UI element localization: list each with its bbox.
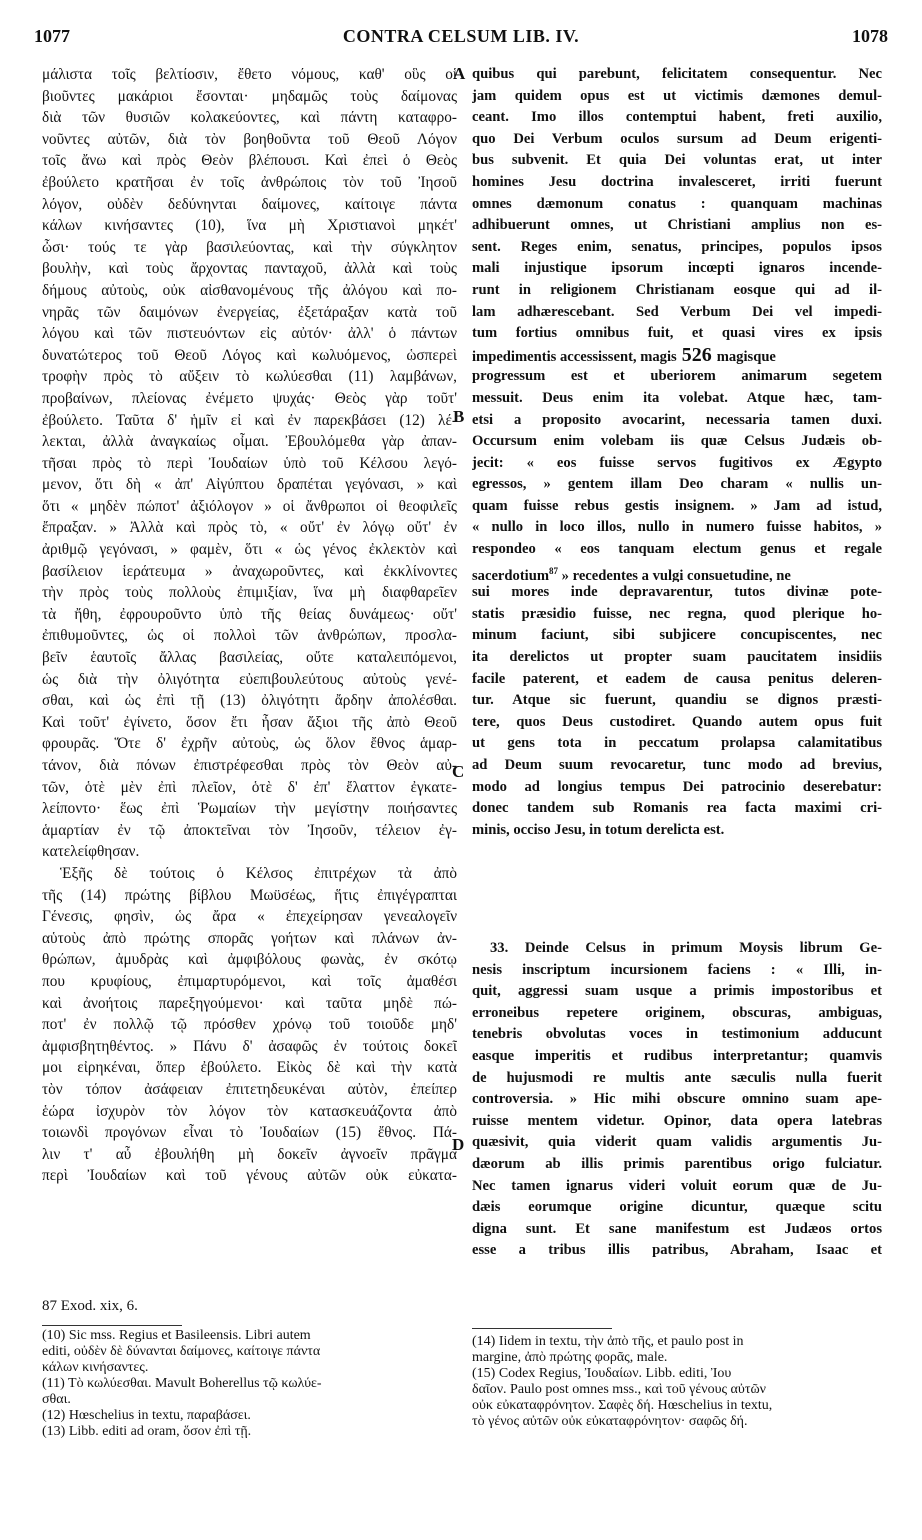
greek-text-line: φρουρᾶς. Ὅτε δ' ἐχρῆν αὐτοὺς, ὡς ὅλον ἔθνος ἁμαρ- bbox=[42, 735, 457, 753]
latin-text-line: bus subvenit. Et quia Dei voluntas erat, ut inter bbox=[472, 152, 882, 169]
latin-text-line: jam quidem opus est ut victimis dæmones demul- bbox=[472, 87, 882, 104]
latin-text-line: adhibuerunt omnes, ut Christiani amplius non es- bbox=[472, 217, 882, 234]
page-number-right: 1078 bbox=[852, 26, 888, 46]
latin-text-line: mali injustique ipsorum incœpti ignaros incende- bbox=[472, 260, 882, 277]
greek-text-line: ὡς διὰ τὴν ὀλιγότητα εὐεπιβουλεύτους αὐτοὺς γενέ- bbox=[42, 670, 457, 688]
latin-text-fragment: magisque bbox=[716, 348, 776, 365]
critical-note-line: κάλων κινήσαντες. bbox=[42, 1360, 149, 1375]
latin-text-line: egressos, » gentem illam Deo charam « nullis un- bbox=[472, 476, 882, 493]
greek-text-line: Γένεσις, φησὶν, ὡς ἄρα « ἐπεχείρησαν γενεαλογεῖν bbox=[42, 908, 457, 926]
latin-text-line: minum faciunt, sibi subjicere concupiscentes, nec bbox=[472, 627, 882, 644]
latin-text-line: esse a tribus illis patribus, Abraham, Isaac et bbox=[472, 1242, 882, 1259]
critical-note-line: οὐκ εὐκαταφρόνητον. Σαφὲς δή. Hœschelius in textu, bbox=[472, 1398, 773, 1413]
latin-text-line: dæis eorumque origine dicuntur, quæque scitu bbox=[472, 1199, 882, 1216]
latin-text-line: runt in religionem Christianam eosque qui ad il- bbox=[472, 281, 882, 298]
greek-text-line: προβαίνων, πλείονας ἐνέμετο ψυχάς· Θεὸς γὰρ τοῦτ' bbox=[42, 389, 457, 407]
latin-text-line: sent. Reges enim, senatus, principes, populos ipsos bbox=[472, 238, 882, 255]
latin-text-line: ut gens tota in peccatum prolapsa calamitatibus bbox=[472, 735, 882, 752]
latin-text-line: controversia. » Hic mihi obscure omnino suam ape- bbox=[472, 1091, 882, 1108]
latin-text-line: etsi a proposito avocarint, necessaria tamen duxi. bbox=[472, 411, 882, 428]
critical-note-line: (12) Hœschelius in textu, παραβάσει. bbox=[42, 1408, 251, 1423]
notes-divider bbox=[42, 1325, 182, 1326]
greek-text-line: ὦσι· τούς τε γὰρ βασιλεύοντας, καὶ τὴν σύγκλητον bbox=[42, 238, 457, 256]
latin-text-line: tenebris obvolutas voces in testimonium adducunt bbox=[472, 1026, 882, 1043]
greek-text-line: ἀριθμῷ γεγόνασι, » φαμὲν, ὅτι « ὡς γένος ἐκλεκτὸν καὶ bbox=[42, 541, 457, 559]
latin-text-fragment: » recedentes a vulgi consuetudine, ne bbox=[558, 567, 791, 583]
greek-text-line: δυνατώτερος τοῦ Θεοῦ Λόγος καὶ κωλυόμενος, ὡσπερεὶ bbox=[42, 346, 457, 364]
greek-text-line: ἔπραξαν. » Ἀλλὰ καὶ πρὸς τὸ, « οὔτ' ἐν λόγῳ οὔτ' ἐν bbox=[42, 519, 457, 537]
page-header bbox=[34, 26, 888, 52]
greek-text-line: ἐβούλετο κρατῆσαι ἐν τοῖς ἀνθρώποις τὸν τοῦ Ἰησοῦ bbox=[42, 173, 457, 191]
latin-text-line: respondeo « eos tanquam electum genus et regale bbox=[472, 541, 882, 558]
latin-text-line: ruisse mentem videtur. Opinor, data opera latebras bbox=[472, 1112, 882, 1129]
critical-note-line: (11) Τὸ κωλύεσθαι. Mavult Boherellus τῷ κωλύε- bbox=[42, 1376, 322, 1391]
latin-text-line: 33. Deinde Celsus in primum Moysis librum Ge- bbox=[490, 940, 882, 956]
greek-text-line: σθαι, καὶ ὡς ἐπὶ τῇ (13) ὀλιγότητι ἄρδην ἀπολέσθαι. bbox=[42, 692, 457, 710]
latin-text-line: messuit. Deus enim ita volebat. Atque hæc, tam- bbox=[472, 389, 882, 406]
greek-text-line: δήμους αὐτοὺς, οὐκ αἰσθανομένους τῆς ἀλόγου καὶ πο- bbox=[42, 281, 457, 299]
latin-text-line: ad Deum suum revocaretur, tunc modo ad brevius, bbox=[472, 757, 882, 773]
latin-text-line: Occursum enim volebam iis quæ Celsus Judæis ob- bbox=[472, 433, 882, 450]
latin-text-line: nesis inscriptum incursionem faciens : « Illi, in- bbox=[472, 961, 882, 978]
greek-text-line: θρώπων, ἀμυδρὰς καὶ ἀμφιβόλους φωνὰς, ἐν σκότῳ bbox=[42, 951, 457, 969]
greek-text-line: νηρᾶς τῶν δαιμόνων ἐνεργείας, ἐξετάραξαν κατὰ τοῦ bbox=[42, 303, 457, 321]
greek-text-line: Καὶ τοῦτ' ἐγίνετο, ὅσον ἔτι ἦσαν ἄξιοι τῆς ἀπὸ Θεοῦ bbox=[42, 713, 457, 731]
greek-text-line: που κρυφίους, ἐπιμαρτυρόμενοι, καὶ τοῖς ἀμαθέσι bbox=[42, 972, 457, 990]
latin-text-line: ceant. Imo illos contemptui habent, freti auxilio, bbox=[472, 109, 882, 126]
greek-text-column bbox=[42, 64, 457, 1187]
latin-text-line: sui mores inde depravarentur, tutos divinæ pote- bbox=[472, 584, 882, 601]
greek-text-line: αὑτοὺς ἀπὸ πρώτης σπορᾶς γοήτων καὶ πλάνων ἀν- bbox=[42, 929, 457, 947]
notes-divider bbox=[472, 1328, 612, 1329]
greek-text-line: ἑώρα ἰσχυρὸν τὸν λόγον τὸν κατασκευάζοντα ἀπὸ bbox=[42, 1102, 457, 1120]
greek-text-line: τάνον, διὰ πόνων ἐπιστρέφεσθαι πρὸς τὸν Θεὸν αὐ- bbox=[42, 757, 457, 774]
critical-note-line: editi, οὐδὲν δὲ δύνανται δαίμονες, καίτοιγε πάντα bbox=[42, 1344, 321, 1359]
greek-text-line: βασίλειον ἱεράτευμα » ἀναχωροῦντες, καὶ ἐκκλίνοντες bbox=[42, 562, 457, 580]
latin-text-line: donec tandem sub Romanis rea facta maximi cri- bbox=[472, 800, 882, 817]
greek-text-line: νοῦντες αὐτῶν, διὰ τὸν βοηθοῦντα τοῦ Θεοῦ Λόγον bbox=[42, 130, 457, 148]
greek-text-line: τὴν πρὸς τοὺς πολλοὺς ἐπιμιξίαν, ἵνα μὴ διαφθαρεῖεν bbox=[42, 584, 457, 602]
latin-text-line: Nec tamen ignarus videri voluit eorum quæ de Ju- bbox=[472, 1177, 882, 1194]
latin-text-line: minis, occiso Jesu, in totum derelicta est. bbox=[472, 821, 725, 838]
latin-text-line: quæsivit, quia viderit quam validis argumentis Ju- bbox=[472, 1134, 882, 1151]
critical-note-line: margine, ἀπὸ πρώτης φορᾶς, male. bbox=[472, 1350, 668, 1365]
latin-text-line: quit, aggressi suam usque a primis impostoribus et bbox=[472, 983, 882, 1000]
latin-text-line: erroneibus repetere originem, obscuras, ambiguas, bbox=[472, 1004, 882, 1021]
latin-text-line: tur. Atque sic fuerunt, quandiu se dignos præsti- bbox=[472, 692, 882, 709]
page-number-left: 1077 bbox=[34, 26, 70, 46]
greek-text-line: λεκται, ἀλλὰ ἀναγκαίως οἶμαι. Ἐβουλόμεθα γὰρ ἀπαν- bbox=[42, 433, 457, 451]
latin-text-line: quibus qui parebunt, felicitatem consequentur. Nec bbox=[472, 66, 882, 82]
greek-text-line: μενον, ὅτι δὴ « ἀπ' Αἰγύπτου δραπέται γεγόνασι, » καὶ bbox=[42, 476, 457, 494]
column-page-number: 526 bbox=[676, 344, 717, 366]
latin-text-line: omnes dæmonum conatus : quanquam machinas bbox=[472, 195, 882, 212]
greek-text-line: ὅτι « μηδὲν πώποτ' ἀξιόλογον » οἱ ἄνθρωποι οἱ θεοφιλεῖς bbox=[42, 497, 457, 515]
greek-text-line: ἐπιθυμοῦντες, ὡς οἱ πολλοὶ τῶν ἀνθρώπων, προσλα- bbox=[42, 627, 457, 645]
latin-text-line: quo Dei Verbum oculos sursum ad Deum erigenti- bbox=[472, 130, 882, 147]
greek-text-line: μοι εἰρηκέναι, ὅπερ ἐβούλετο. Εἰκὸς δὲ καὶ τὴν κατὰ bbox=[42, 1059, 457, 1077]
critical-note-line: (10) Sic mss. Regius et Basileensis. Libri autem bbox=[42, 1328, 311, 1343]
greek-text-line: κατελείφθησαν. bbox=[42, 843, 140, 861]
latin-text-line: tum fortius omnibus fuit, et quasi vires ex ipsis bbox=[472, 325, 882, 342]
greek-text-line: καὶ ἀνοήτοις παρεξηγούμενοι· καὶ ταῦτα μηδὲ πώ- bbox=[42, 994, 457, 1012]
latin-text-line: lam adhærescebant. Sed Verbum Dei vel impedi- bbox=[472, 303, 882, 320]
latin-text-line: facile paterent, et eadem de causa penitus deleren- bbox=[472, 670, 882, 687]
greek-text-line: κάλων κινήσαντες (10), ἵνα μὴ Χριστιανοὶ μηκέτ' bbox=[42, 217, 457, 235]
critical-notes-left bbox=[42, 1328, 457, 1440]
greek-text-line: ἐβούλετο. Ταῦτα δ' ἡμῖν εἰ καὶ ἐν παρεκβάσει (12) λέ- bbox=[42, 411, 457, 429]
running-title: CONTRA CELSUM LIB. IV. bbox=[342, 26, 580, 46]
latin-text-line: sacerdotium$^{87}$ » recedentes a vulgi consuetudine, ne bbox=[472, 565, 791, 583]
greek-text-line: λόγου καὶ τῶν πιστευόντων εἰς αὐτόν· ἀλλ' ὁ πάντων bbox=[42, 325, 457, 343]
latin-text-line: digna sunt. Et sane manifestum est Judæos ortos bbox=[472, 1220, 882, 1237]
latin-text-line: impedimentis accessissent, magis 526 magisque bbox=[472, 344, 776, 366]
greek-text-line: βουλὴν, καὶ τοὺς ἄρχοντας πανταχοῦ, ἀλλὰ καὶ τοὺς bbox=[42, 260, 457, 278]
latin-text-line: jecit: « eos fuisse servos fugitivos ex Ægypto bbox=[472, 454, 882, 471]
greek-text-line: βεῖν ἑαυτοῖς ἄλλας βασιλείας, οὔτε καταλειπόμενοι, bbox=[42, 649, 457, 667]
critical-note-line: (15) Codex Regius, Ἰουδαίων. Libb. editi, Ἰου bbox=[472, 1366, 732, 1381]
critical-notes-right bbox=[472, 1334, 882, 1430]
greek-text-line: βιοῦντες μακάριοι ἔσονται· μηδαμῶς τοὺς δαίμονας bbox=[42, 87, 457, 105]
greek-text-line: μάλιστα τοῖς βελτίοσιν, ἔθετο νόμους, καθ' οὓς οἱ bbox=[42, 66, 457, 83]
greek-text-line: ποτ' ἐν πολλῷ τῷ πρόσθεν χρόνῳ τοῦ τοιοῦδε μηδ' bbox=[42, 1016, 457, 1034]
latin-text-line: easque imperitis et rudibus interpretantur; quamvis bbox=[472, 1047, 882, 1064]
greek-text-line: τοιωνδὶ προγόνων εἶναι τὸ Ἰουδαίων (15) ἔθνος. Πά- bbox=[42, 1124, 457, 1142]
greek-text-line: ἁμαρτίαν ἐν τῷ ἀποκτεῖναι τὸν Ἰησοῦν, τέλειον ἐγ- bbox=[42, 821, 457, 839]
margin-marker-b: B bbox=[453, 407, 465, 426]
latin-text-line: tere, quos Deus custodiret. Quando autem opus fuit bbox=[472, 713, 882, 730]
latin-text-line: dæorum ab illis primis parentibus origo fulciatur. bbox=[472, 1155, 882, 1172]
greek-text-line: τῆς (14) πρώτης βίβλου Μωϋσέως, ἥτις ἐπιγέγραπται bbox=[42, 886, 457, 904]
critical-note-line: (14) Iidem in textu, τὴν ἀπὸ τῆς, et paulo post in bbox=[472, 1334, 744, 1349]
latin-text-line: quam fuisse rebus gestis insignem. » Jam ad istud, bbox=[472, 497, 882, 514]
greek-text-line: Ἑξῆς δὲ τούτοις ὁ Κέλσος ἐπιτρέχων τὰ ἀπὸ bbox=[60, 864, 457, 882]
footnote-reference: 87 bbox=[549, 565, 559, 576]
scripture-footnote: 87 Exod. xix, 6. bbox=[42, 1298, 138, 1314]
greek-text-line: τροφὴν πρὸς τὸ αὔξειν τὸ κωλύεσθαι (11) λαμβάνων, bbox=[42, 368, 457, 386]
greek-text-line: τῶν, ὁτὲ μὲν ἐπὶ πλεῖον, ὁτὲ δ' ἐπ' ἔλαττον ἐγκατε- bbox=[42, 778, 457, 796]
latin-text-column bbox=[472, 64, 882, 841]
latin-text-line: statis præsidio fuisse, nec regna, quod plerique ho- bbox=[472, 605, 882, 622]
greek-text-line: τὸν τόπον ἀσάφειαν ἐπιτετηδευκέναι αὐτὸν, ἐπείπερ bbox=[42, 1080, 457, 1098]
greek-text-line: λείποντο· ἕως ἐπὶ Ῥωμαίων τὴν μεγίστην ποιήσαντες bbox=[42, 800, 457, 818]
latin-text-line: de hujusmodi re multis ante sæculis nulla fuerit bbox=[472, 1069, 882, 1086]
latin-text-line: progressum est et uberiorem animarum segetem bbox=[472, 368, 882, 385]
greek-text-line: τῆσαι πρὸς τὸ περὶ Ἰουδαίων ὑπὸ τοῦ Κέλσου λεγό- bbox=[42, 454, 457, 472]
latin-text-line: « nullo in loco illos, nullo in numero fuisse habitos, » bbox=[472, 519, 882, 536]
greek-text-line: τὰ ἤθη, ἐφρουροῦντο ὑπὸ τῆς θείας δυνάμεως· οὔτ' bbox=[42, 605, 457, 623]
greek-text-line: περὶ Ἰουδαίων καὶ τοῦ γένους αὐτῶν οὐκ εὐκατα- bbox=[42, 1167, 457, 1185]
critical-note-line: (13) Libb. editi ad oram, ὅσον ἐπὶ τῇ. bbox=[42, 1424, 252, 1439]
greek-text-line: τοῖς ἄνω καὶ πρὸς Θεὸν βλέπουσι. Καὶ ἐπεὶ ὁ Θεὸς bbox=[42, 152, 457, 170]
critical-note-line: σθαι. bbox=[42, 1392, 71, 1407]
margin-marker-d: D bbox=[452, 1135, 465, 1154]
margin-marker-a: A bbox=[453, 64, 466, 83]
greek-text-line: λιν τ' αὖ ἐβουλήθη μὴ δοκεῖν ἀγνοεῖν πρᾶγμα bbox=[42, 1145, 457, 1163]
greek-text-line: διὰ τῶν θυσιῶν κολακεύοντες, καὶ πάντη καταφρο- bbox=[42, 109, 457, 127]
critical-note-line: τὸ γένος αὐτῶν οὐκ εὐκαταφρόνητον· σαφῶς δή. bbox=[472, 1414, 748, 1429]
critical-note-line: δαῖον. Paulo post omnes mss., καὶ τοῦ γένους αὐτῶν bbox=[472, 1382, 766, 1397]
latin-section-33 bbox=[472, 938, 882, 1262]
latin-text-line: modo ad longius tempus Dei patrocinio deserebatur: bbox=[472, 778, 882, 795]
margin-marker-c: C bbox=[452, 762, 465, 781]
greek-text-line: ἀμφισβητηθέντος. » Πάνυ δ' ἀσαφῶς ἐν τούτοις δοκεῖ bbox=[42, 1037, 457, 1055]
latin-text-line: homines Jesu doctrina invalesceret, irriti fuerunt bbox=[472, 173, 882, 190]
latin-text-line: ita derelictos ut propter suam paucitatem insidiis bbox=[472, 649, 882, 666]
greek-text-line: λόγον, οὐδὲν δεδύνηνται δαίμονες, καίτοιγε πάντα bbox=[42, 195, 457, 213]
